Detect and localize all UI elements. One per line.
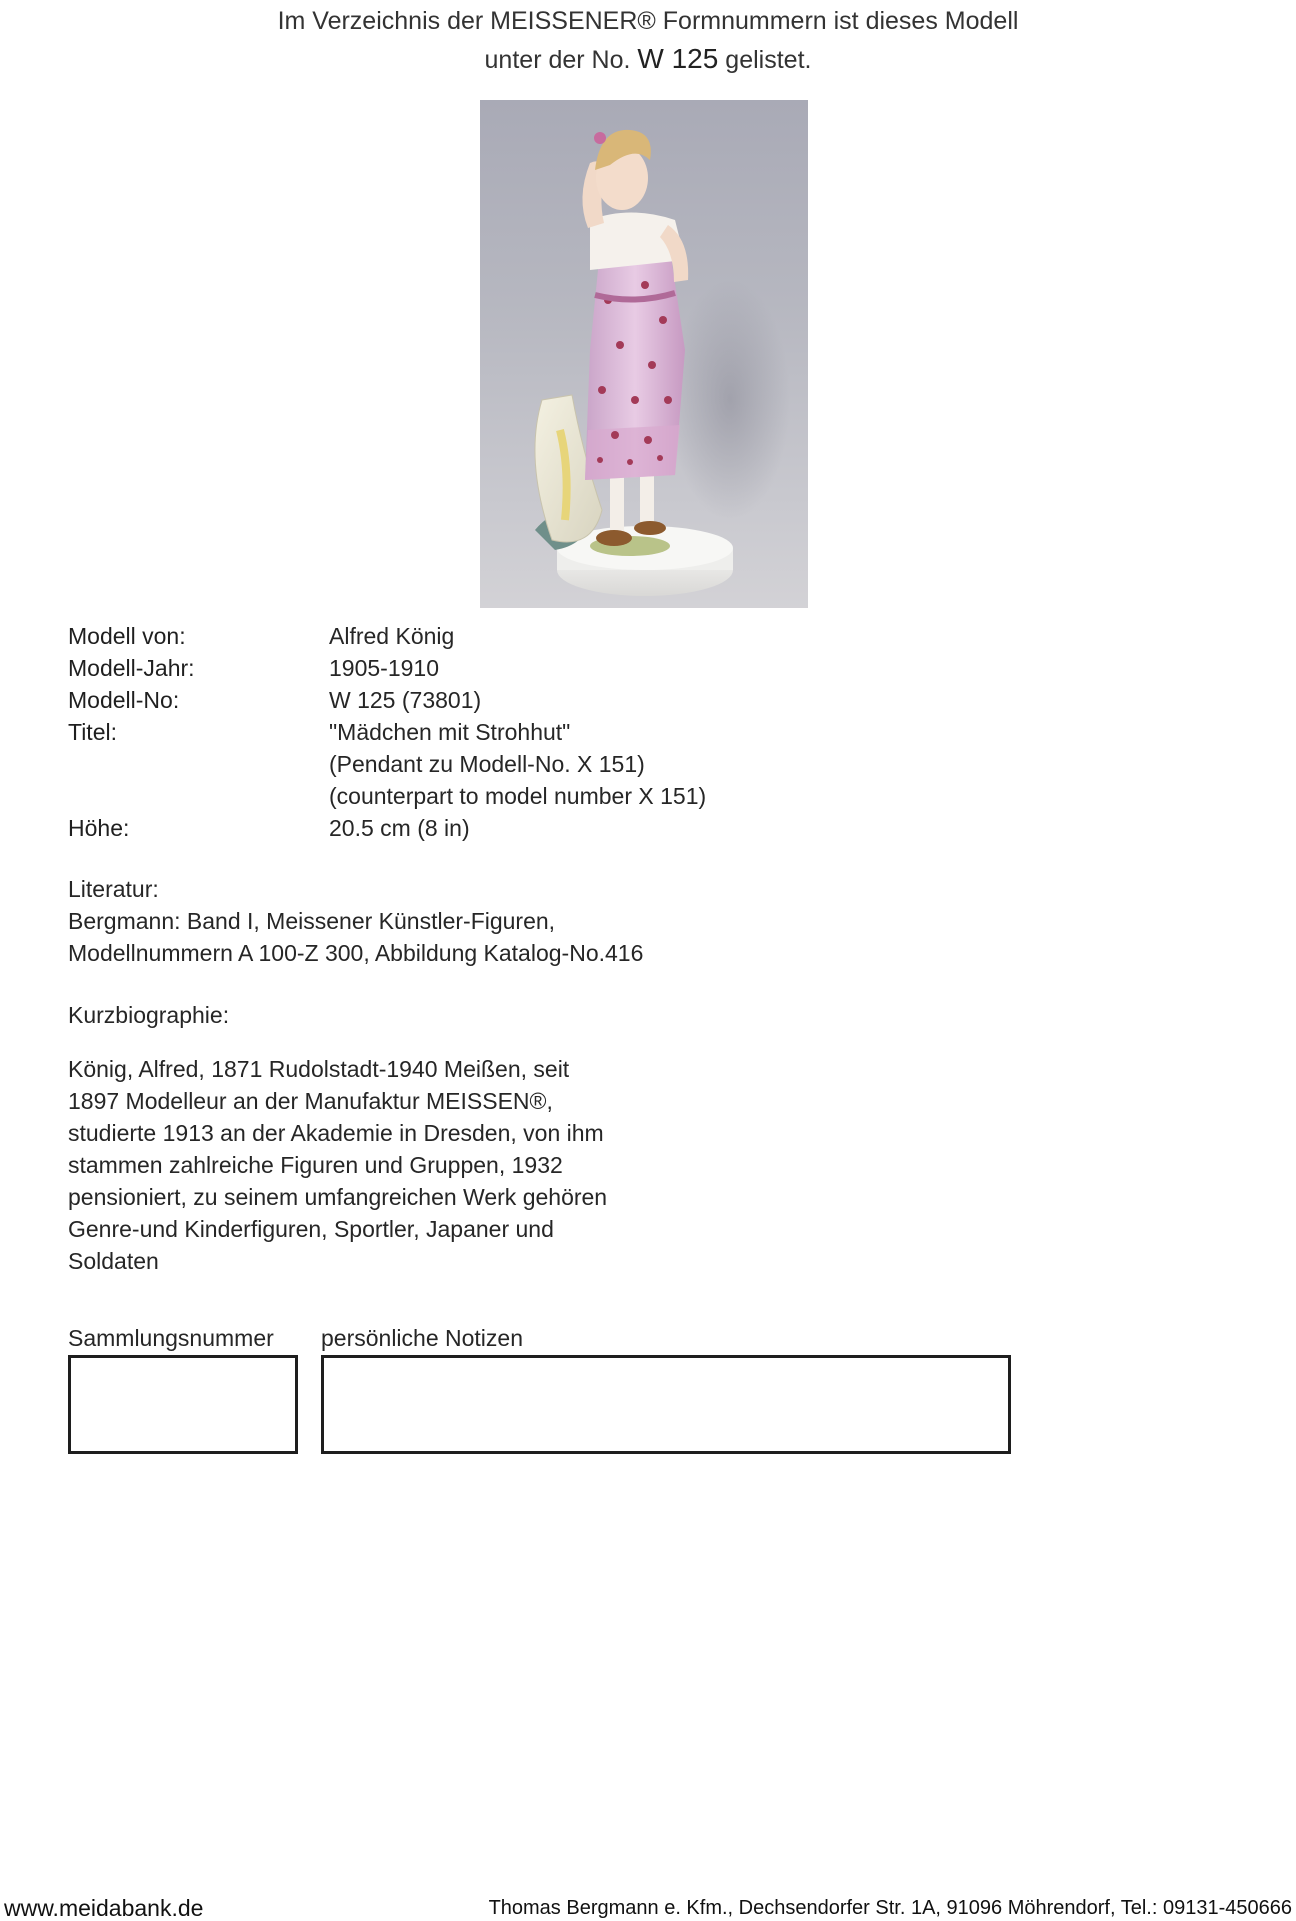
biography-line: studierte 1913 an der Akademie in Dresden, von ihm [68, 1120, 604, 1146]
header-line-2 [0, 40, 1296, 79]
header-prefix: unter der No. [484, 46, 631, 74]
title-pendant: (Pendant zu Modell-No. X 151) [329, 751, 645, 777]
biography-label: Kurzbiographie: [68, 1002, 230, 1028]
info-row-title [68, 716, 706, 812]
personal-notes-field[interactable] [321, 1355, 1011, 1454]
model-by-value: Alfred König [329, 623, 455, 649]
info-row-model-by [68, 620, 706, 652]
model-year-value: 1905-1910 [329, 655, 439, 681]
title-value: "Mädchen mit Strohhut" [329, 719, 571, 745]
title-label: Titel: [68, 719, 117, 745]
title-value-block [329, 716, 706, 812]
personal-notes-label: persönliche Notizen [321, 1325, 524, 1351]
collection-number-field[interactable] [68, 1355, 298, 1454]
biography-line: pensioniert, zu seinem umfangreichen Werk gehören [68, 1184, 608, 1210]
literature-label: Literatur: [68, 876, 159, 902]
model-no-label: Modell-No: [68, 687, 180, 713]
biography-line: 1897 Modelleur an der Manufaktur MEISSEN®, [68, 1088, 553, 1114]
height-value: 20.5 cm (8 in) [329, 815, 470, 841]
biography-line: König, Alfred, 1871 Rudolstadt-1940 Meißen, seit [68, 1056, 570, 1082]
biography-line: Genre-und Kinderfiguren, Sportler, Japaner und [68, 1216, 554, 1242]
footer-website[interactable]: www.meidabank.de [4, 1895, 204, 1921]
header-suffix: gelistet. [725, 46, 812, 74]
title-counterpart: (counterpart to model number X 151) [329, 783, 707, 809]
info-row-model-year [68, 652, 706, 684]
header-model-number: W 125 [637, 43, 719, 74]
biography-line: Soldaten [68, 1248, 159, 1274]
info-row-model-no [68, 684, 706, 716]
literature-line-1: Bergmann: Band I, Meissener Künstler-Figuren, [68, 908, 556, 934]
model-no-value: W 125 (73801) [329, 687, 482, 713]
height-label: Höhe: [68, 815, 130, 841]
figurine-photo [480, 100, 808, 608]
footer-address: Thomas Bergmann e. Kfm., Dechsendorfer Str. 1A, 91096 Möhrendorf, Tel.: 09131-450666 [488, 1897, 1292, 1919]
model-info-table [68, 620, 706, 844]
header-line-1: Im Verzeichnis der MEISSENER® Formnummern ist dieses Modell [277, 7, 1019, 35]
literature-line-2: Modellnummern A 100-Z 300, Abbildung Katalog-No.416 [68, 940, 644, 966]
model-year-label: Modell-Jahr: [68, 655, 195, 681]
collection-number-label: Sammlungsnummer [68, 1325, 274, 1351]
literature-text [68, 905, 768, 969]
biography-line: stammen zahlreiche Figuren und Gruppen, 1932 [68, 1152, 563, 1178]
model-by-label: Modell von: [68, 623, 186, 649]
page-header [0, 2, 1296, 79]
biography-text [68, 1053, 628, 1277]
info-row-height [68, 812, 706, 844]
